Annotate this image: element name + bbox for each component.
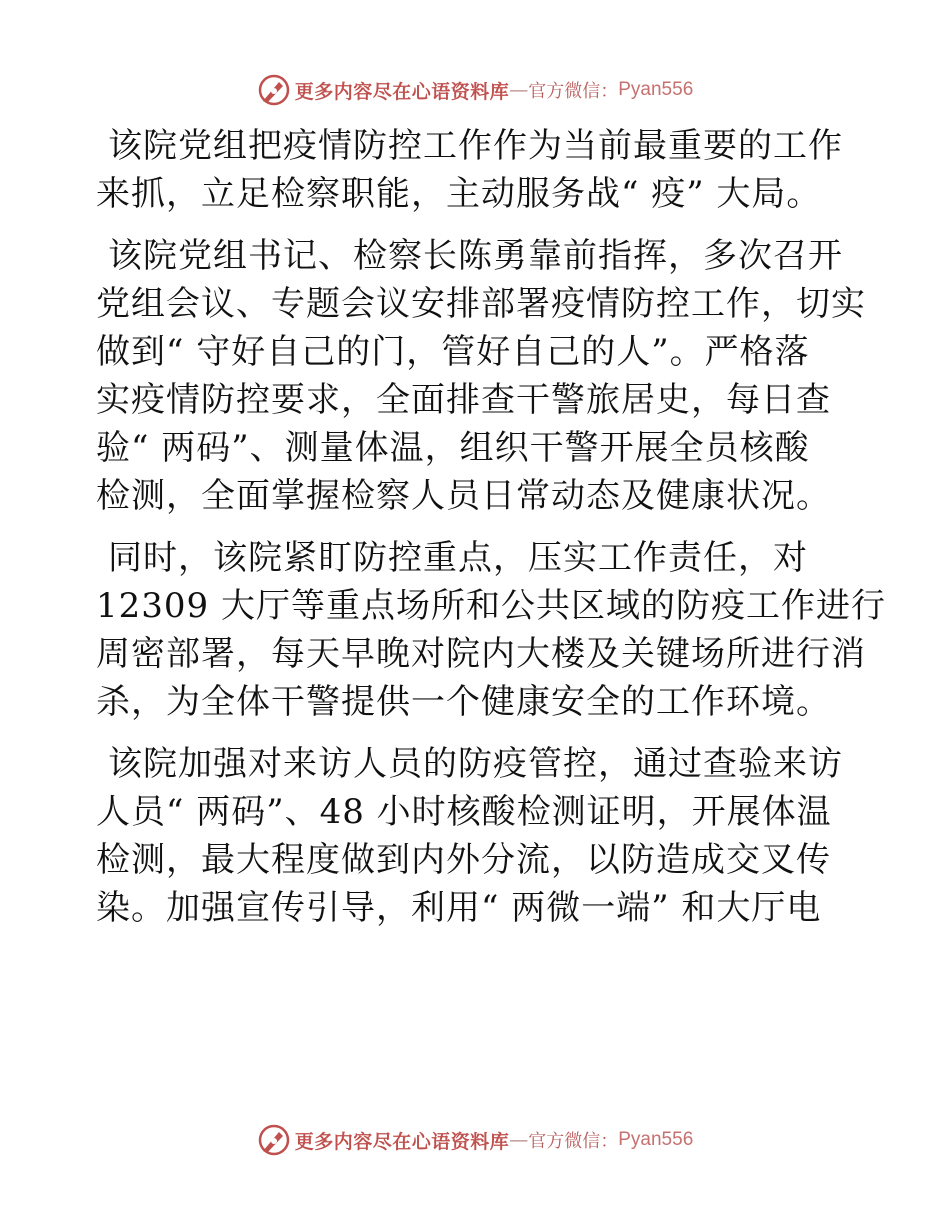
text-line: 该院党组书记、检察长陈勇靠前指挥，多次召开 [108,236,843,276]
footer-separator: — [509,1129,529,1151]
text-line: 杀，为全体干警提供一个健康安全的工作环境。 [96,682,831,722]
text-line: 该院党组把疫情防控工作作为当前最重要的工作 [108,126,843,166]
text-line: 验“ 两码”、测量体温，组织干警开展全员核酸 [96,428,810,468]
text-line: 同时，该院紧盯防控重点，压实工作责任，对 [108,538,808,578]
text-line: 党组会议、专题会议安排部署疫情防控工作，切实 [96,284,866,324]
document-body [96,122,886,946]
text-line: 检测，全面掌握检察人员日常动态及健康状况。 [96,476,831,516]
text-line: 检测，最大程度做到内外分流，以防造成交叉传 [96,840,831,880]
paragraph-3 [96,534,886,726]
header-official-label: 官方微信： [528,81,619,102]
paragraph-1 [96,122,856,218]
header-banner [0,70,950,110]
text-line: 该院加强对来访人员的防疫管控，通过查验来访 [108,744,843,784]
pen-logo-icon [257,1123,291,1157]
text-line: 12309 大厅等重点场所和公共区域的防疫工作进行 [96,586,886,626]
text-line: 周密部署，每天早晚对院内大楼及关键场所进行消 [96,634,866,674]
header-separator: — [509,79,529,101]
text-line: 染。加强宣传引导，利用“ 两微一端” 和大厅电 [96,888,822,928]
header-wechat-id: Pyan556 [618,79,694,100]
footer-wechat-id: Pyan556 [618,1129,694,1150]
footer-banner [0,1120,950,1160]
text-line: 人员“ 两码”、48 小时核酸检测证明，开展体温 [96,792,832,832]
header-brand-text: 更多内容尽在心语资料库 [294,80,510,103]
paragraph-4 [96,740,856,932]
footer-official-label: 官方微信： [528,1131,619,1152]
footer-brand-text: 更多内容尽在心语资料库 [294,1130,510,1153]
text-line: 实疫情防控要求，全面排查干警旅居史，每日查 [96,380,831,420]
pen-logo-icon [257,73,291,107]
paragraph-2 [96,232,866,520]
text-line: 做到“ 守好自己的门，管好自己的人”。严格落 [96,332,810,372]
text-line: 来抓，立足检察职能，主动服务战“ 疫” 大局。 [96,174,822,214]
